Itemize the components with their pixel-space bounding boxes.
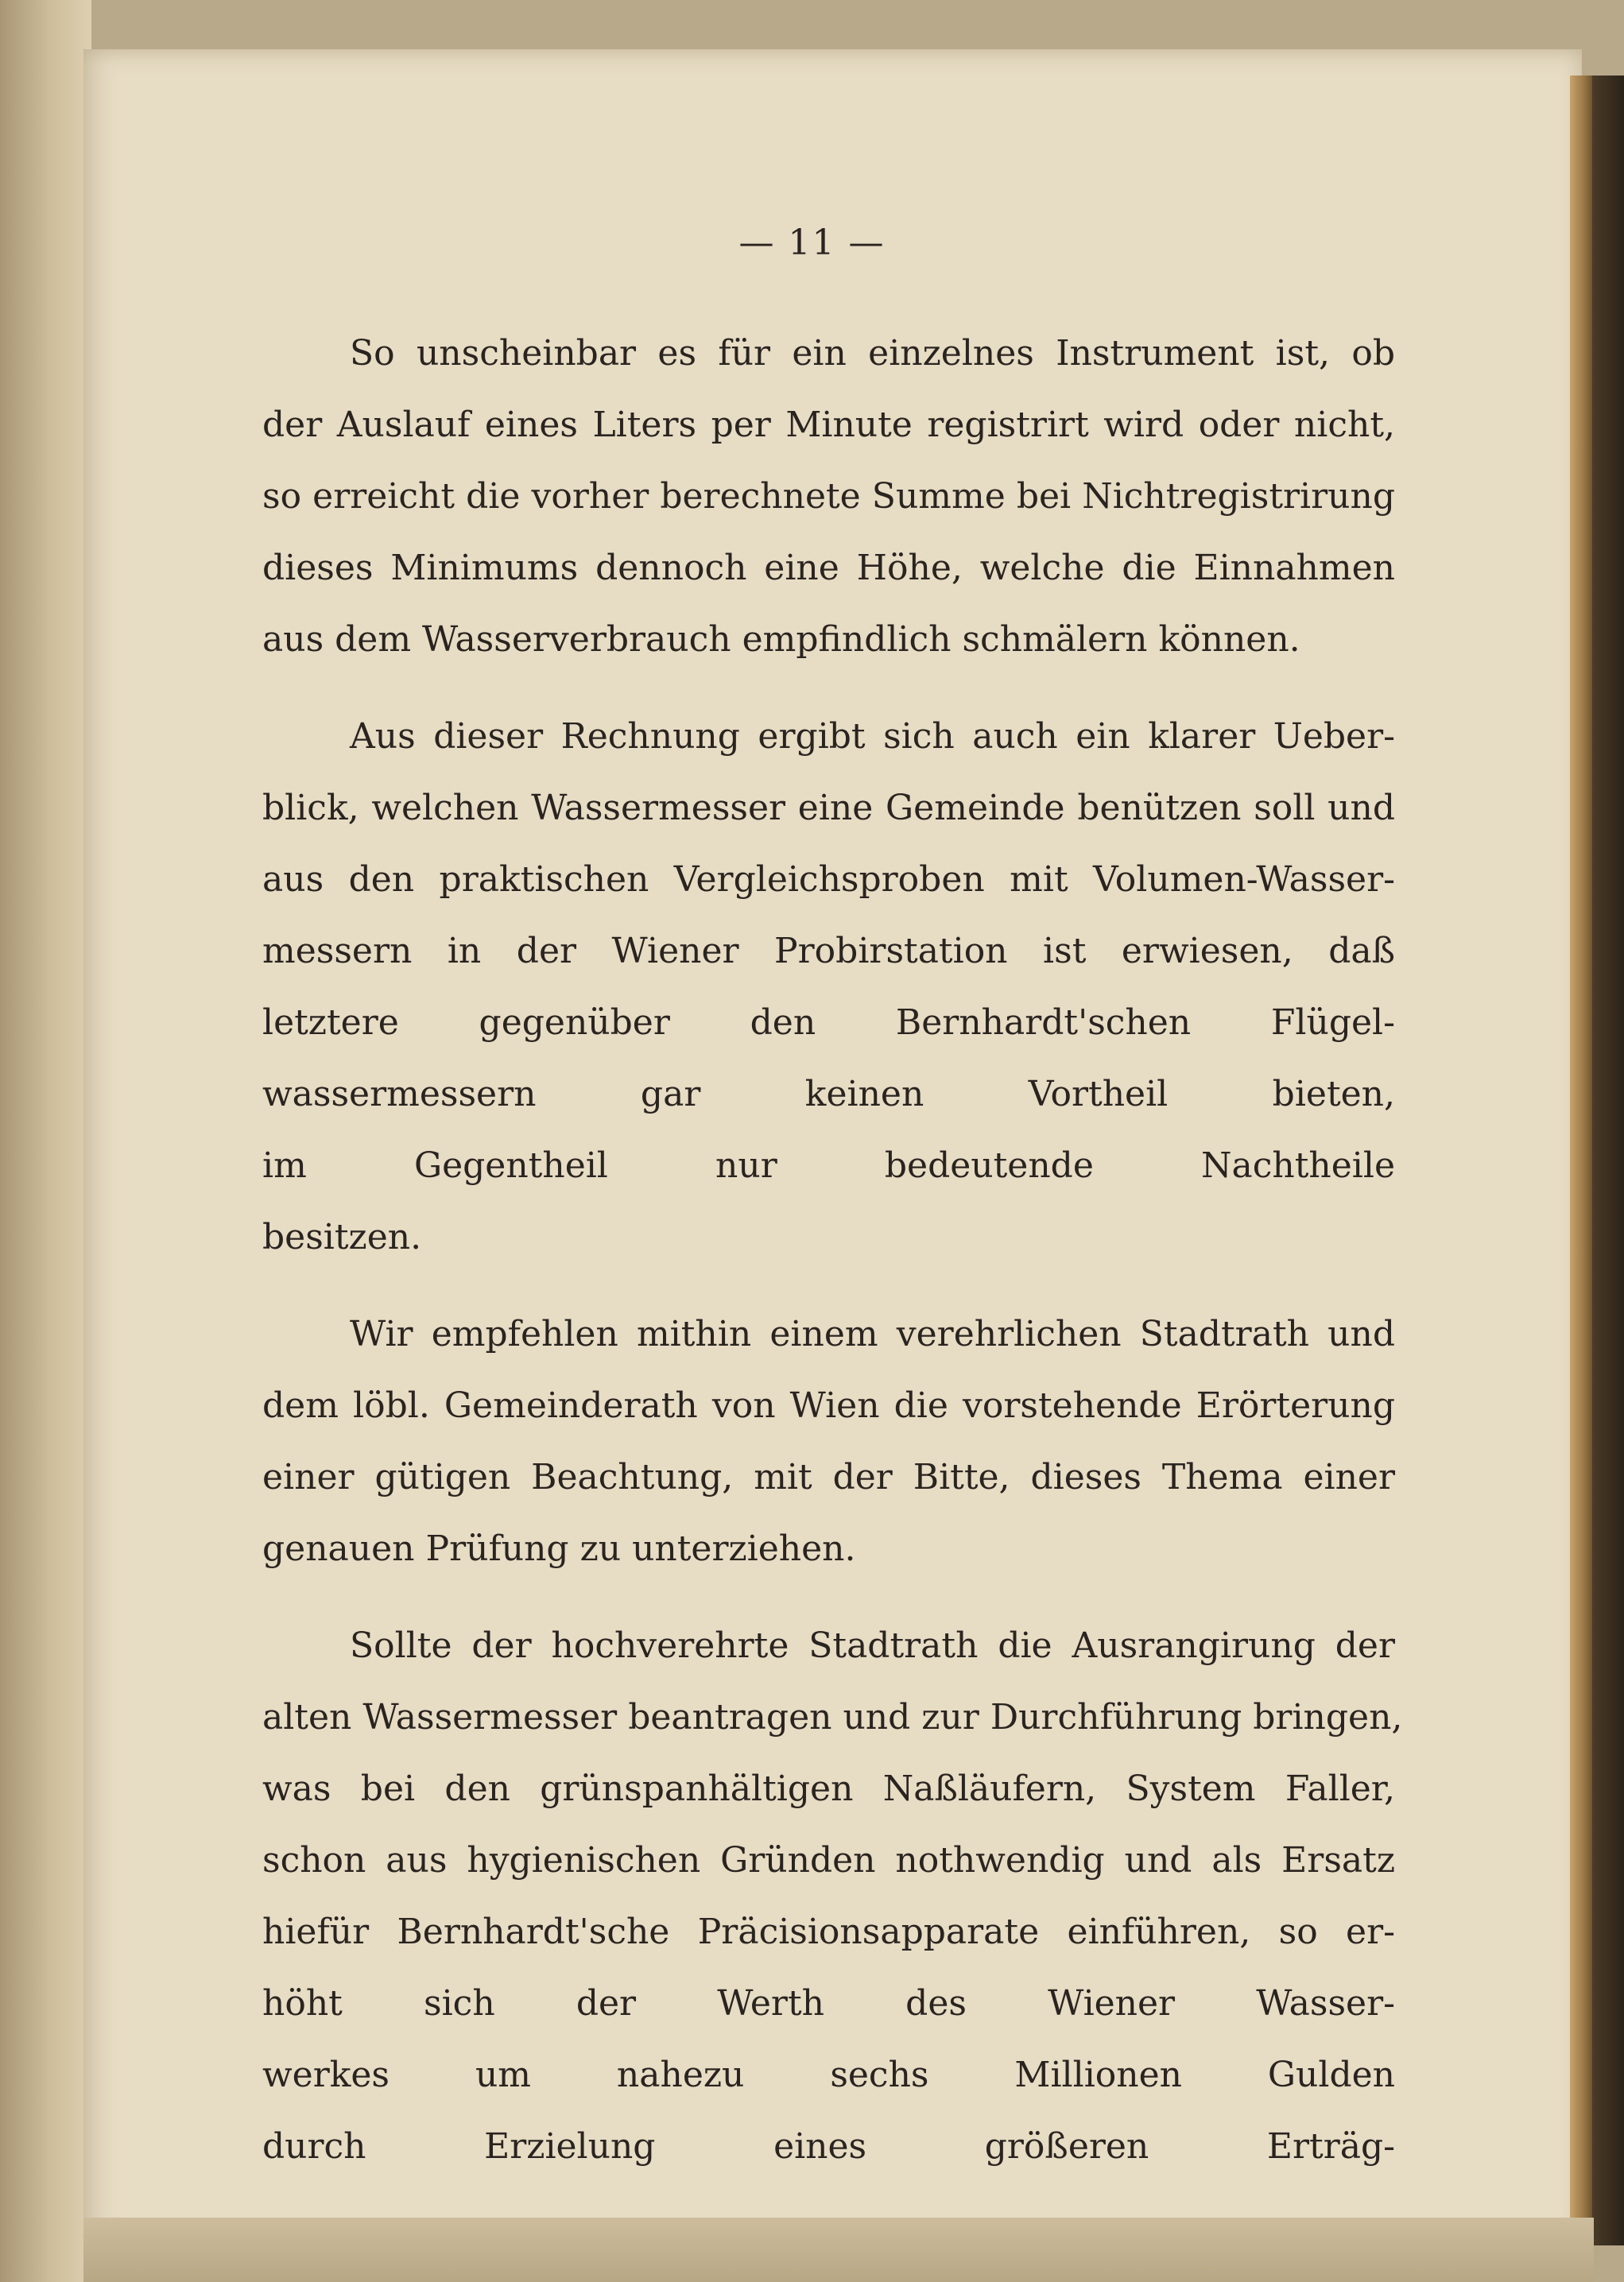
- body-text: [262, 318, 1403, 2183]
- text-line: Aus dieser Rechnung ergibt sich auch ein klarer Ueber-: [350, 716, 1395, 757]
- book-gutter: [0, 0, 91, 2282]
- page-number: — 11 —: [738, 223, 886, 263]
- text-line: messern in der Wiener Probirstation ist erwiesen, daß: [262, 931, 1395, 971]
- text-line: dieses Minimums dennoch eine Höhe, welche die Einnahmen: [262, 548, 1395, 588]
- paragraph-4: [262, 1610, 1403, 2183]
- text-line: einer gütigen Beachtung, mit der Bitte, dieses Thema einer: [262, 1457, 1395, 1497]
- text-line: im Gegentheil nur bedeutende Nachtheile: [262, 1145, 1395, 1186]
- page-edge: [1570, 76, 1592, 2245]
- text-line: hiefür Bernhardt'sche Präcisionsapparate einführen, so er-: [262, 1912, 1395, 1952]
- text-line: wassermessern gar keinen Vortheil bieten,: [262, 1074, 1395, 1114]
- text-line: durch Erzielung eines größeren Erträg-: [262, 2126, 1395, 2167]
- text-line: schon aus hygienischen Gründen nothwendig und als Ersatz: [262, 1840, 1395, 1881]
- text-line: genauen Prüfung zu unterziehen.: [262, 1528, 856, 1569]
- page-bottom-margin: [83, 2218, 1594, 2282]
- text-line: aus dem Wasserverbrauch empfindlich schmälern können.: [262, 619, 1300, 660]
- text-line: besitzen.: [262, 1217, 422, 1257]
- paragraph-3: [262, 1299, 1395, 1585]
- text-line: aus den praktischen Vergleichsproben mit Volumen-Wasser-: [262, 859, 1395, 900]
- text-line: letztere gegenüber den Bernhardt'schen Flügel-: [262, 1002, 1395, 1043]
- paragraph-2: [262, 701, 1395, 1273]
- text-line: dem löbl. Gemeinderath von Wien die vorstehende Erörterung: [262, 1385, 1395, 1426]
- text-line: So unscheinbar es für ein einzelnes Instrument ist, ob: [350, 333, 1395, 374]
- text-line: was bei den grünspanhältigen Naßläufern, System Faller,: [262, 1769, 1395, 1809]
- text-line: blick, welchen Wassermesser eine Gemeinde benützen soll und: [262, 788, 1395, 828]
- text-line: werkes um nahezu sechs Millionen Gulden: [262, 2055, 1395, 2095]
- text-line: der Auslauf eines Liters per Minute registrirt wird oder nicht,: [262, 405, 1395, 445]
- paragraph-1: [262, 318, 1395, 676]
- text-line: höht sich der Werth des Wiener Wasser-: [262, 1983, 1395, 2024]
- text-line: alten Wassermesser beantragen und zur Durchführung bringen,: [262, 1697, 1403, 1738]
- book-cover-edge: [1592, 76, 1624, 2245]
- text-line: so erreicht die vorher berechnete Summe bei Nichtregistrirung: [262, 476, 1395, 517]
- text-line: Sollte der hochverehrte Stadtrath die Ausrangirung der: [350, 1625, 1395, 1666]
- text-line: Wir empfehlen mithin einem verehrlichen Stadtrath und: [350, 1314, 1395, 1354]
